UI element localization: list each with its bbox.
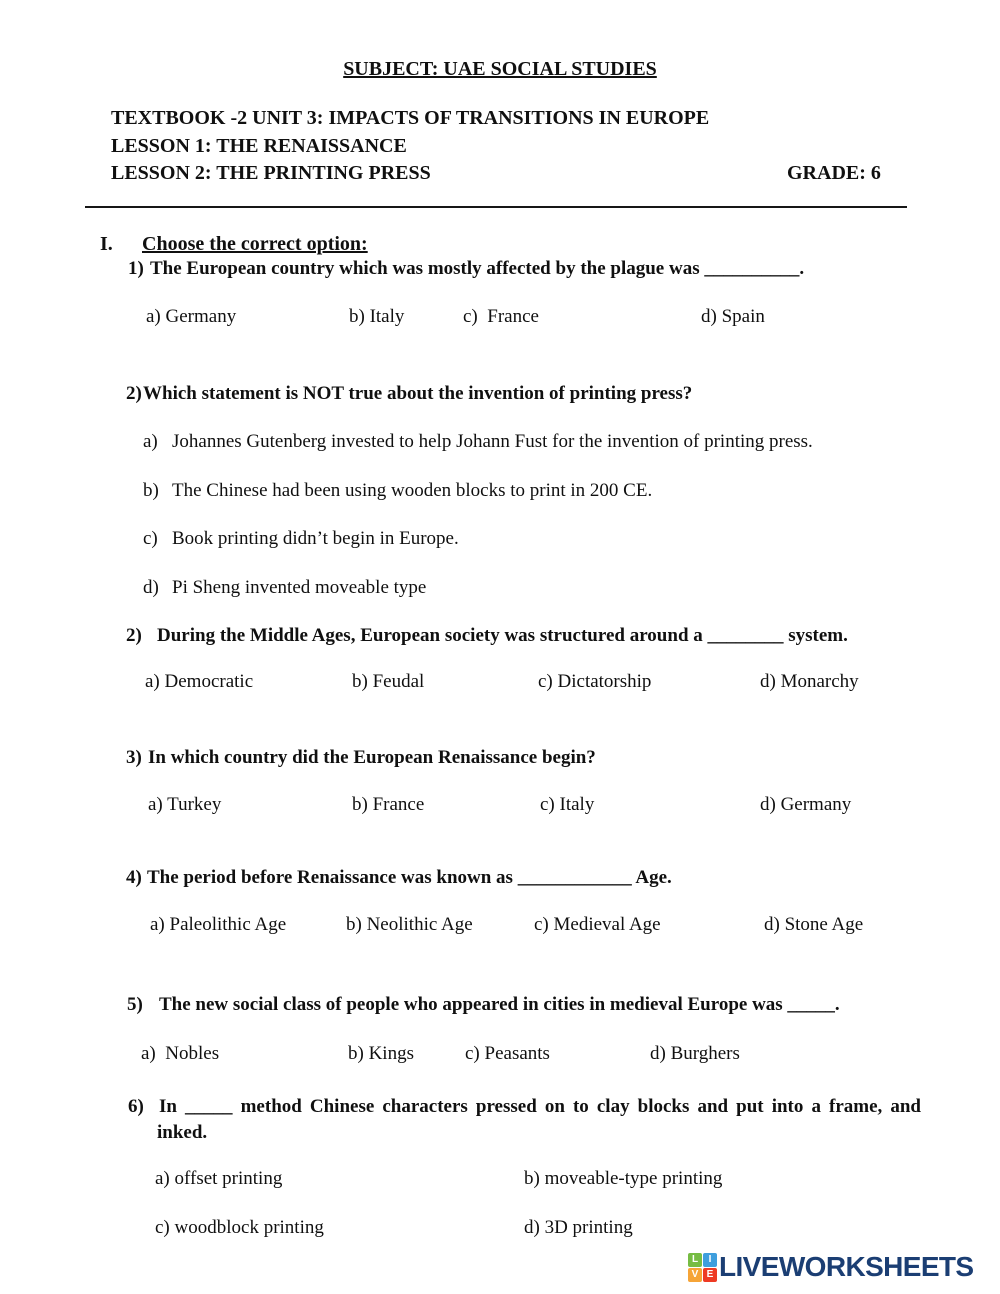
question-4-option-c[interactable]: c) Medieval Age [534,914,661,935]
question-5-number: 5) [127,994,143,1015]
question-5-option-b[interactable]: b) Kings [348,1043,414,1064]
question-1-option-b[interactable]: b) Italy [349,306,405,327]
question-2-statement-d-label[interactable]: d) [143,577,159,598]
question-6-text-line2: inked. [157,1122,208,1143]
liveworksheets-wordmark: LIVEWORKSHEETS [719,1251,974,1282]
question-2-statement-c-text[interactable]: Book printing didn’t begin in Europe. [172,528,459,549]
logo-square-l: L [688,1253,702,1267]
divider-line [85,206,907,208]
question-2-statement-b-label[interactable]: b) [143,480,159,501]
question-4-number: 4) [126,867,142,888]
question-2-number: 2) [126,383,142,404]
question-2b-option-a[interactable]: a) Democratic [145,671,254,692]
question-2b-text: During the Middle Ages, European society was structured around a ________ system. [157,625,848,646]
question-1-option-c[interactable]: c) France [463,306,539,327]
question-2-statement-b-text[interactable]: The Chinese had been using wooden blocks to print in 200 CE. [172,480,653,501]
question-2b-option-d[interactable]: d) Monarchy [760,671,859,692]
section-numeral: I. [100,233,113,255]
question-6-option-b[interactable]: b) moveable-type printing [524,1168,723,1189]
logo-square-v: V [688,1268,702,1282]
question-4-option-d[interactable]: d) Stone Age [764,914,864,935]
question-2-statement-a-label[interactable]: a) [143,431,158,452]
question-2b-option-c[interactable]: c) Dictatorship [538,671,652,692]
question-3-option-a[interactable]: a) Turkey [148,794,222,815]
question-1-option-d[interactable]: d) Spain [701,306,765,327]
logo-square-i: I [703,1253,717,1267]
question-6-text-line1: In _____ method Chinese characters pressed on to clay blocks and put into a frame, and [159,1096,921,1117]
question-6-option-c[interactable]: c) woodblock printing [155,1217,324,1238]
question-3-text: In which country did the European Renaissance begin? [148,747,596,768]
liveworksheets-icon [688,1253,717,1282]
question-2b-number: 2) [126,625,142,646]
question-1-text: The European country which was mostly affected by the plague was __________. [150,258,805,279]
section-heading: Choose the correct option: [142,233,368,255]
question-6-number: 6) [128,1096,144,1117]
question-4-text: The period before Renaissance was known as ____________ Age. [147,867,672,888]
question-2-statement-a-text[interactable]: Johannes Gutenberg invested to help Johann Fust for the invention of printing press. [172,431,813,452]
header-line-lesson2: LESSON 2: THE PRINTING PRESS [111,162,431,184]
logo-square-e: E [703,1268,717,1282]
question-2-statement-d-text[interactable]: Pi Sheng invented moveable type [172,577,427,598]
question-2-statement-c-label[interactable]: c) [143,528,158,549]
header-line-textbook: TEXTBOOK -2 UNIT 3: IMPACTS OF TRANSITIONS IN EUROPE [111,107,710,129]
question-5-option-d[interactable]: d) Burghers [650,1043,740,1064]
question-1-number: 1) [128,258,144,279]
question-4-option-b[interactable]: b) Neolithic Age [346,914,473,935]
question-2-text: Which statement is NOT true about the invention of printing press? [143,383,693,404]
question-3-option-c[interactable]: c) Italy [540,794,595,815]
liveworksheets-logo[interactable] [688,1252,974,1282]
question-5-option-c[interactable]: c) Peasants [465,1043,550,1064]
question-1-option-a[interactable]: a) Germany [146,306,237,327]
question-2b-option-b[interactable]: b) Feudal [352,671,425,692]
page-title: SUBJECT: UAE SOCIAL STUDIES [343,58,657,80]
header-line-lesson1: LESSON 1: THE RENAISSANCE [111,135,407,157]
question-3-option-b[interactable]: b) France [352,794,425,815]
question-5-text: The new social class of people who appeared in cities in medieval Europe was _____. [159,994,840,1015]
question-3-number: 3) [126,747,142,768]
question-4-option-a[interactable]: a) Paleolithic Age [150,914,287,935]
question-6-option-d[interactable]: d) 3D printing [524,1217,633,1238]
grade-label: GRADE: 6 [787,162,881,184]
question-3-option-d[interactable]: d) Germany [760,794,852,815]
question-6-option-a[interactable]: a) offset printing [155,1168,283,1189]
question-5-option-a[interactable]: a) Nobles [141,1043,220,1064]
